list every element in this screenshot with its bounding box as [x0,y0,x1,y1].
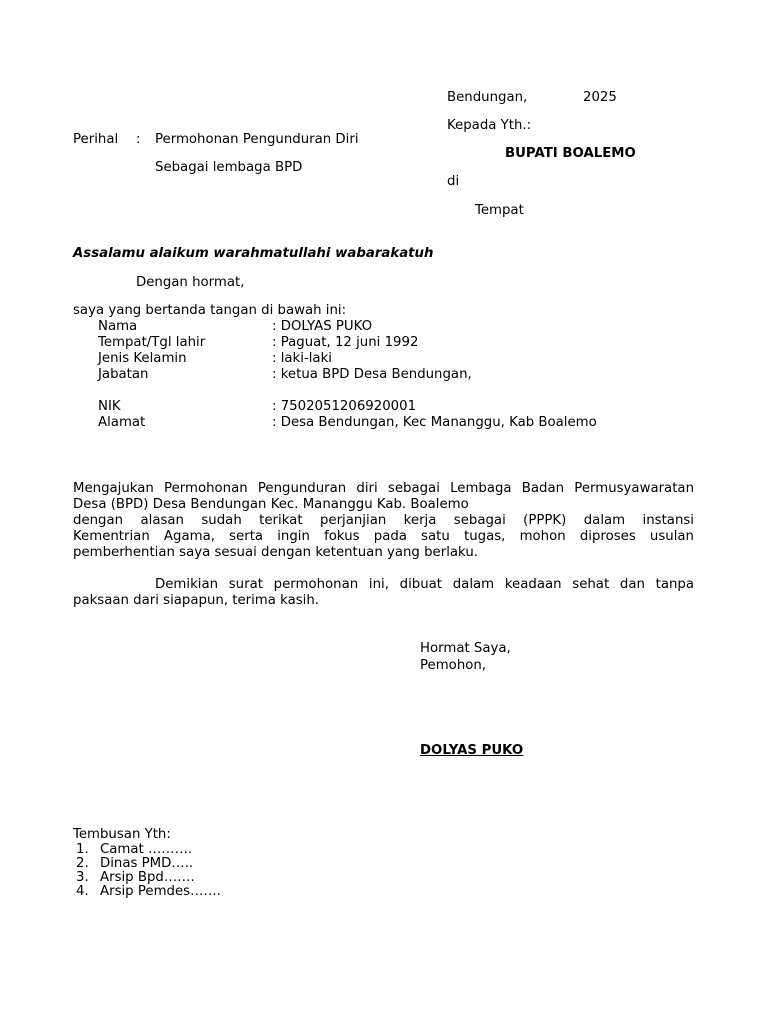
identity-label: Jenis Kelamin [98,351,187,366]
cc-item-number: 1. [76,842,89,857]
recipient-place: Tempat [475,203,524,218]
cc-item-text: Arsip Pemdes……. [100,884,221,899]
body-line: Desa (BPD) Desa Bendungan Kec. Mananggu Kab. Boalemo [73,497,469,512]
identity-value: : Paguat, 12 juni 1992 [272,335,419,350]
subject-line-2: Sebagai lembaga BPD [155,160,303,175]
identity-row-name [98,319,698,335]
identity-value: : 7502051206920001 [272,399,417,414]
body-line: pemberhentian saya sesuai dengan ketentuan yang berlaku. [73,545,478,560]
recipient: BUPATI BOALEMO [505,146,636,161]
intro-line: saya yang bertanda tangan di bawah ini: [73,303,347,318]
body-paragraph-1 [73,481,694,561]
body-line: dengan alasan sudah terikat perjanjian kerja sebagai (PPPK) dalam instansi [73,513,694,528]
identity-row-position [98,367,698,383]
identity-value: : DOLYAS PUKO [272,319,373,334]
closing-regards: Hormat Saya, [420,641,511,656]
cc-title: Tembusan Yth: [73,827,171,842]
cc-item-text: Dinas PMD….. [100,856,194,871]
identity-value: : laki-laki [272,351,332,366]
cc-item-number: 2. [76,856,89,871]
body-line: Kementrian Agama, serta ingin fokus pada satu tugas, mohon diproses usulan [73,529,694,544]
to-label: Kepada Yth.: [447,118,532,133]
salutation: Dengan hormat, [136,275,245,290]
identity-label: Alamat [98,415,146,430]
body-line: Demikian surat permohonan ini, dibuat dalam keadaan sehat dan tanpa [155,577,694,592]
identity-row-address [98,415,698,431]
cc-item-number: 4. [76,884,89,899]
cc-list-item [76,884,221,900]
identity-value: : ketua BPD Desa Bendungan, [272,367,472,382]
cc-item-text: Arsip Bpd……. [100,870,195,885]
identity-label: Jabatan [98,367,149,382]
identity-label: Tempat/Tgl lahir [98,335,206,350]
identity-row-gender [98,351,698,367]
identity-row-nik [98,399,698,415]
signatory-name: DOLYAS PUKO [420,743,524,758]
identity-row-birth [98,335,698,351]
subject-line-1: Permohonan Pengunduran Diri [155,132,359,147]
identity-value: : Desa Bendungan, Kec Mananggu, Kab Boalemo [272,415,597,430]
body-line: paksaan dari siapapun, terima kasih. [73,593,320,608]
identity-label: NIK [98,399,121,414]
body-line: Mengajukan Permohonan Pengunduran diri sebagai Lembaga Badan Permusyawaratan [73,481,694,496]
subject-label: Perihal [73,132,119,147]
subject-colon: : [136,132,141,147]
letter-year: 2025 [583,90,617,105]
place-date: Bendungan, [447,90,528,105]
identity-label: Nama [98,319,138,334]
recipient-di: di [447,174,460,189]
closing-applicant: Pemohon, [420,658,487,673]
body-paragraph-2 [73,577,694,609]
cc-item-text: Camat ………. [100,842,193,857]
islamic-greeting: Assalamu alaikum warahmatullahi wabarakatuh [73,246,434,261]
cc-item-number: 3. [76,870,89,885]
